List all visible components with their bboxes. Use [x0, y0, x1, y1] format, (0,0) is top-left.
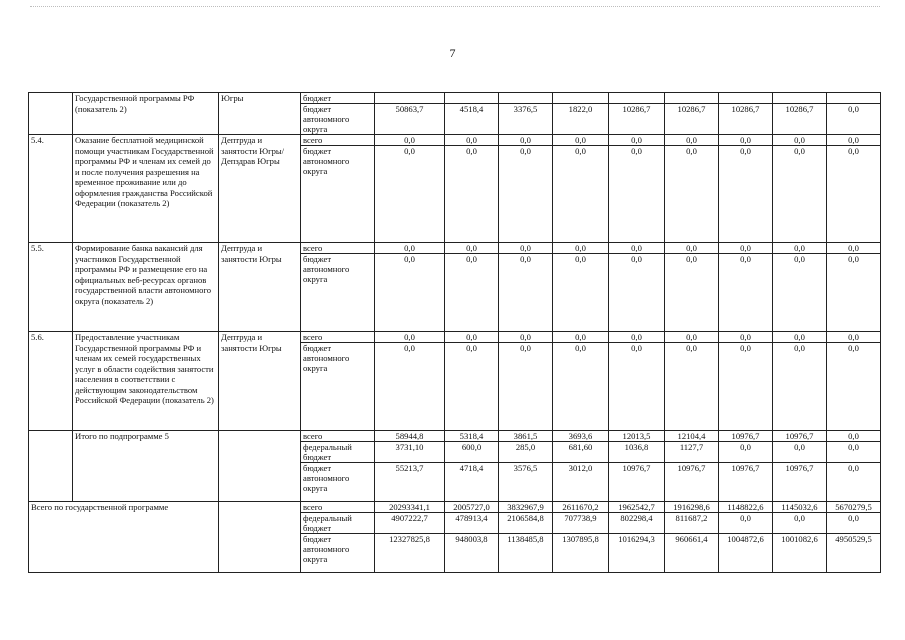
value-cell [609, 93, 665, 104]
value-cell: 5670279,5 [827, 502, 881, 513]
table-row [29, 431, 881, 442]
value-cell: 960661,4 [665, 534, 719, 573]
value-cell: 0,0 [375, 243, 445, 254]
value-cell: 285,0 [499, 442, 553, 463]
value-cell: 802298,4 [609, 513, 665, 534]
value-cell: 948003,8 [445, 534, 499, 573]
value-cell: 0,0 [719, 135, 773, 146]
value-cell: 10286,7 [665, 104, 719, 135]
value-cell: 0,0 [445, 135, 499, 146]
value-cell: 20293341,1 [375, 502, 445, 513]
source-label: федеральный бюджет [301, 513, 375, 534]
value-cell: 681,60 [553, 442, 609, 463]
value-cell: 0,0 [609, 243, 665, 254]
value-cell: 12013,5 [609, 431, 665, 442]
value-cell: 5318,4 [445, 431, 499, 442]
source-label: всего [301, 135, 375, 146]
value-cell: 50863,7 [375, 104, 445, 135]
value-cell: 0,0 [773, 254, 827, 332]
value-cell: 0,0 [609, 254, 665, 332]
source-label: всего [301, 502, 375, 513]
value-cell: 0,0 [719, 243, 773, 254]
value-cell: 0,0 [445, 343, 499, 431]
source-label: бюджет автономного округа [301, 254, 375, 332]
value-cell: 0,0 [773, 513, 827, 534]
value-cell: 0,0 [719, 332, 773, 343]
table-row [29, 502, 881, 513]
value-cell: 0,0 [665, 343, 719, 431]
measure-name: Предоставление участникам Государственной программы РФ и членам их семей государственных услуг в области содействия занятости населения в соответствии с действующим законодательством Российской Федерации (показатель 2) [73, 332, 219, 431]
value-cell: 0,0 [499, 332, 553, 343]
value-cell: 10286,7 [609, 104, 665, 135]
value-cell: 10976,7 [719, 431, 773, 442]
value-cell: 0,0 [499, 254, 553, 332]
table-row [29, 243, 881, 254]
value-cell: 1004872,6 [719, 534, 773, 573]
value-cell: 0,0 [609, 146, 665, 243]
value-cell: 0,0 [375, 135, 445, 146]
value-cell: 0,0 [445, 254, 499, 332]
value-cell: 10976,7 [665, 463, 719, 502]
value-cell: 0,0 [719, 146, 773, 243]
measure-name: Оказание бесплатной медицинской помощи участникам Государственной программы РФ и членам их семей до и после получения разрешения на временное проживание или до оформления гражданства Российской Федерации (показатель 2) [73, 135, 219, 243]
value-cell: 10286,7 [719, 104, 773, 135]
value-cell: 0,0 [499, 146, 553, 243]
value-cell: 0,0 [609, 332, 665, 343]
value-cell: 1036,8 [609, 442, 665, 463]
measure-name: Государственной программы РФ (показатель 2) [73, 93, 219, 135]
value-cell: 0,0 [719, 513, 773, 534]
value-cell: 0,0 [445, 146, 499, 243]
table-row [29, 135, 881, 146]
value-cell [827, 93, 881, 104]
value-cell: 55213,7 [375, 463, 445, 502]
value-cell: 3861,5 [499, 431, 553, 442]
value-cell: 1307895,8 [553, 534, 609, 573]
value-cell: 3693,6 [553, 431, 609, 442]
item-number [29, 93, 73, 135]
page-number: 7 [449, 46, 456, 60]
value-cell: 10976,7 [719, 463, 773, 502]
item-number: 5.6. [29, 332, 73, 431]
value-cell: 0,0 [375, 343, 445, 431]
value-cell: 12327825,8 [375, 534, 445, 573]
value-cell: 0,0 [827, 146, 881, 243]
value-cell: 0,0 [445, 332, 499, 343]
source-label: всего [301, 431, 375, 442]
value-cell: 0,0 [553, 135, 609, 146]
value-cell [445, 93, 499, 104]
value-cell: 1001082,6 [773, 534, 827, 573]
table-row [29, 93, 881, 104]
value-cell: 0,0 [665, 146, 719, 243]
value-cell [499, 93, 553, 104]
value-cell: 0,0 [827, 442, 881, 463]
source-label: бюджет автономного округа [301, 146, 375, 243]
value-cell: 2005727,0 [445, 502, 499, 513]
value-cell: 4718,4 [445, 463, 499, 502]
value-cell: 0,0 [665, 332, 719, 343]
grand-total-label: Всего по государственной программе [29, 502, 219, 573]
value-cell: 1962542,7 [609, 502, 665, 513]
value-cell: 4907222,7 [375, 513, 445, 534]
source-label: бюджет [301, 93, 375, 104]
value-cell: 0,0 [827, 135, 881, 146]
measure-name: Формирование банка вакансий для участников Государственной программы РФ и размещение его на официальных веб-ресурсах органов государственной власти автономного округа (показатель 2) [73, 243, 219, 332]
empty-number-cell [29, 431, 73, 502]
value-cell: 1916298,6 [665, 502, 719, 513]
item-number: 5.5. [29, 243, 73, 332]
value-cell: 0,0 [499, 343, 553, 431]
value-cell: 3376,5 [499, 104, 553, 135]
value-cell: 707738,9 [553, 513, 609, 534]
value-cell: 0,0 [553, 146, 609, 243]
empty-executor-cell [219, 431, 301, 502]
value-cell: 3731,10 [375, 442, 445, 463]
value-cell: 0,0 [719, 254, 773, 332]
value-cell: 0,0 [827, 513, 881, 534]
value-cell: 0,0 [827, 104, 881, 135]
value-cell: 0,0 [827, 463, 881, 502]
value-cell: 3576,5 [499, 463, 553, 502]
value-cell [719, 93, 773, 104]
value-cell [375, 93, 445, 104]
value-cell: 0,0 [499, 135, 553, 146]
value-cell: 0,0 [719, 442, 773, 463]
executor: Дептруда и занятости Югры [219, 243, 301, 332]
value-cell: 4518,4 [445, 104, 499, 135]
value-cell: 0,0 [553, 243, 609, 254]
value-cell: 0,0 [827, 431, 881, 442]
value-cell: 0,0 [827, 243, 881, 254]
value-cell: 0,0 [773, 343, 827, 431]
value-cell: 0,0 [773, 243, 827, 254]
source-label: всего [301, 332, 375, 343]
value-cell: 0,0 [553, 332, 609, 343]
value-cell: 0,0 [553, 343, 609, 431]
value-cell: 3012,0 [553, 463, 609, 502]
value-cell: 0,0 [773, 442, 827, 463]
executor: Дептруда и занятости Югры [219, 332, 301, 431]
table-row [29, 332, 881, 343]
scan-top-edge [30, 6, 880, 7]
value-cell: 0,0 [609, 135, 665, 146]
value-cell: 10976,7 [773, 463, 827, 502]
value-cell: 3832967,9 [499, 502, 553, 513]
source-label: бюджет автономного округа [301, 104, 375, 135]
value-cell: 0,0 [375, 146, 445, 243]
value-cell: 0,0 [719, 343, 773, 431]
value-cell: 0,0 [375, 254, 445, 332]
executor: Дептруда и занятости Югры/Депздрав Югры [219, 135, 301, 243]
value-cell: 478913,4 [445, 513, 499, 534]
value-cell: 0,0 [609, 343, 665, 431]
value-cell: 12104,4 [665, 431, 719, 442]
value-cell: 4950529,5 [827, 534, 881, 573]
value-cell: 0,0 [773, 135, 827, 146]
value-cell: 811687,2 [665, 513, 719, 534]
budget-table [28, 92, 881, 573]
value-cell: 0,0 [773, 146, 827, 243]
source-label: бюджет автономного округа [301, 534, 375, 573]
value-cell: 1148822,6 [719, 502, 773, 513]
value-cell: 1145032,6 [773, 502, 827, 513]
value-cell [553, 93, 609, 104]
value-cell: 1127,7 [665, 442, 719, 463]
value-cell: 0,0 [445, 243, 499, 254]
value-cell: 10976,7 [773, 431, 827, 442]
value-cell: 10976,7 [609, 463, 665, 502]
executor: Югры [219, 93, 301, 135]
value-cell: 0,0 [499, 243, 553, 254]
value-cell: 2106584,8 [499, 513, 553, 534]
value-cell: 0,0 [827, 332, 881, 343]
empty-executor-cell [219, 502, 301, 573]
source-label: федеральный бюджет [301, 442, 375, 463]
value-cell: 0,0 [665, 135, 719, 146]
subtotal-label: Итого по подпрограмме 5 [73, 431, 219, 502]
value-cell: 2611670,2 [553, 502, 609, 513]
value-cell: 0,0 [553, 254, 609, 332]
value-cell: 1016294,3 [609, 534, 665, 573]
source-label: бюджет автономного округа [301, 463, 375, 502]
value-cell [773, 93, 827, 104]
value-cell: 0,0 [827, 343, 881, 431]
value-cell [665, 93, 719, 104]
value-cell: 600,0 [445, 442, 499, 463]
value-cell: 0,0 [665, 243, 719, 254]
source-label: бюджет автономного округа [301, 343, 375, 431]
item-number: 5.4. [29, 135, 73, 243]
value-cell: 1138485,8 [499, 534, 553, 573]
value-cell: 0,0 [375, 332, 445, 343]
value-cell: 1822,0 [553, 104, 609, 135]
value-cell: 0,0 [827, 254, 881, 332]
value-cell: 10286,7 [773, 104, 827, 135]
source-label: всего [301, 243, 375, 254]
value-cell: 58944,8 [375, 431, 445, 442]
value-cell: 0,0 [665, 254, 719, 332]
value-cell: 0,0 [773, 332, 827, 343]
